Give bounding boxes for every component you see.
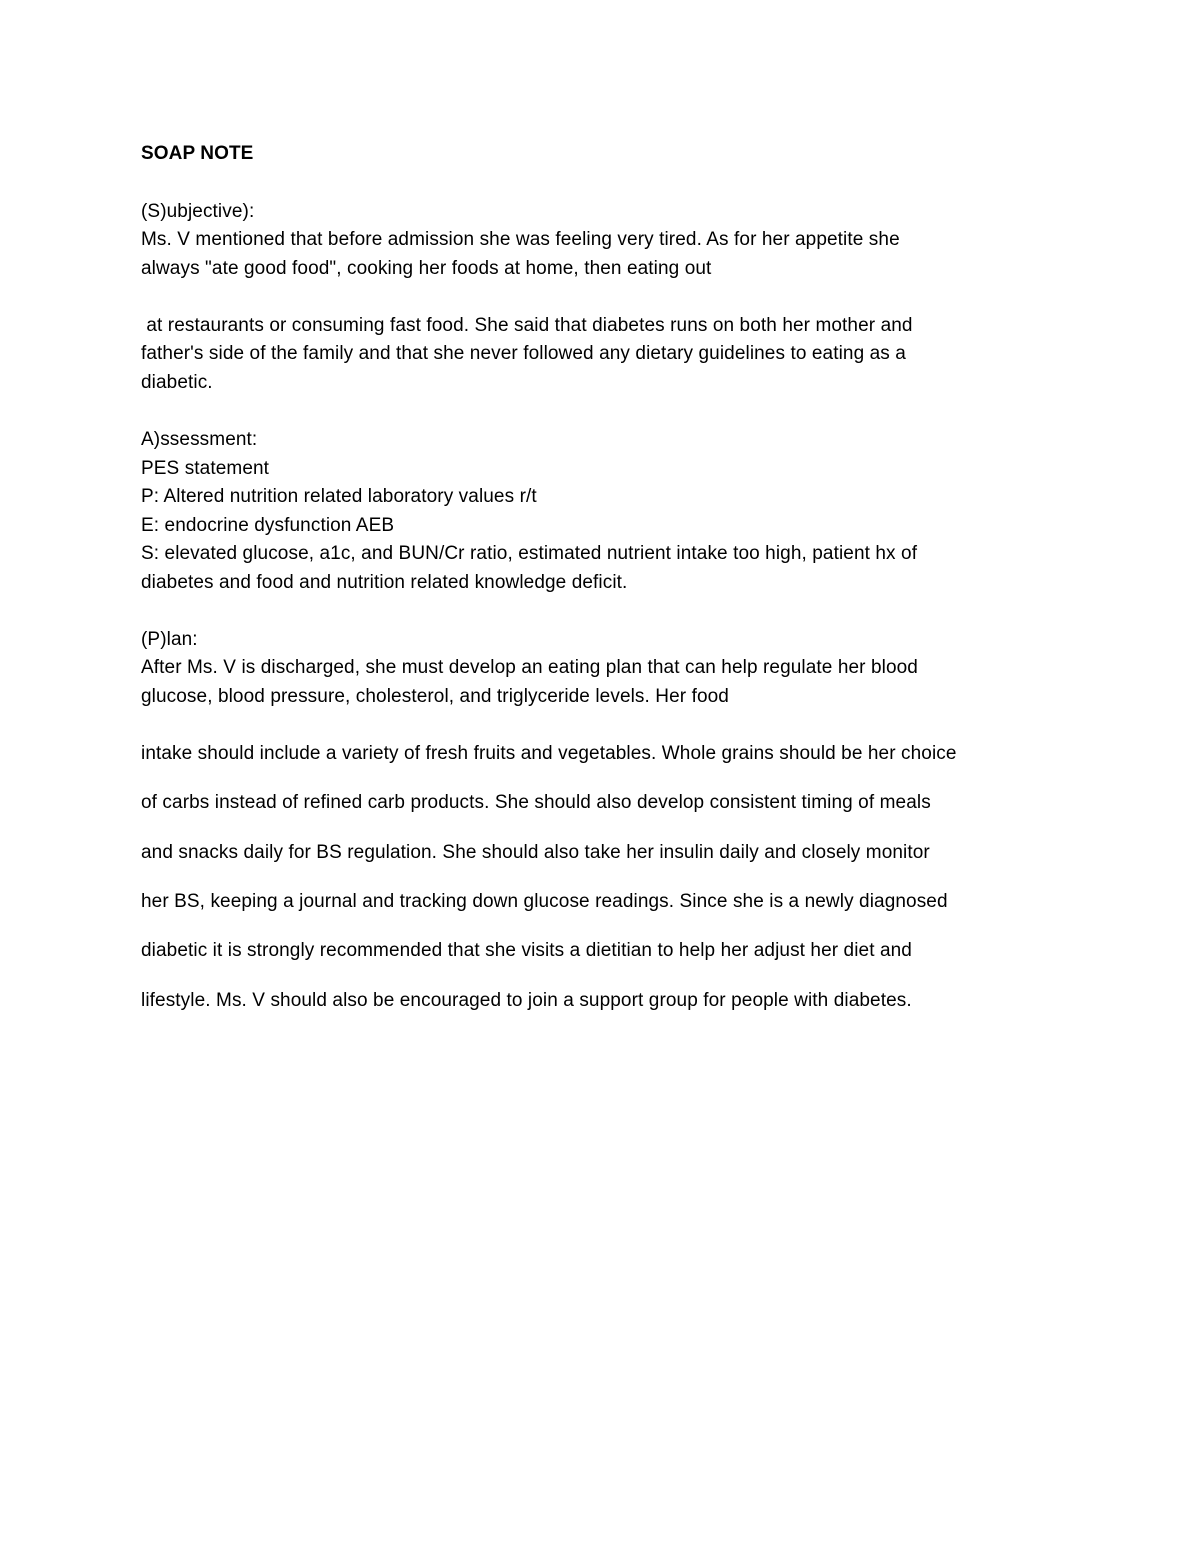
assessment-line: E: endocrine dysfunction AEB [141,515,395,536]
plan-line: of carbs instead of refined carb products. She should also develop consistent timing of meals [141,792,931,813]
plan-line: intake should include a variety of fresh fruits and vegetables. Whole grains should be her choice [141,743,957,764]
plan-line: and snacks daily for BS regulation. She should also take her insulin daily and closely monitor [141,842,930,863]
plan-line: diabetic it is strongly recommended that she visits a dietitian to help her adjust her diet and [141,940,912,961]
document-title: SOAP NOTE [141,143,254,164]
plan-line: glucose, blood pressure, cholesterol, and triglyceride levels. Her food [141,686,729,707]
subjective-line: Ms. V mentioned that before admission she was feeling very tired. As for her appetite she [141,229,900,250]
plan-line: After Ms. V is discharged, she must develop an eating plan that can help regulate her blood [141,657,918,678]
subjective-line: at restaurants or consuming fast food. She said that diabetes runs on both her mother and [141,315,913,336]
assessment-line: S: elevated glucose, a1c, and BUN/Cr ratio, estimated nutrient intake too high, patient hx of [141,543,918,564]
plan-heading: (P)lan: [141,629,198,650]
assessment-heading: A)ssessment: [141,429,258,450]
plan-line: lifestyle. Ms. V should also be encouraged to join a support group for people with diabetes. [141,990,912,1011]
assessment-line: PES statement [141,458,270,479]
plan-line: her BS, keeping a journal and tracking down glucose readings. Since she is a newly diagnosed [141,891,948,912]
subjective-line: father's side of the family and that she never followed any dietary guidelines to eating as a [141,343,906,364]
subjective-line: diabetic. [141,372,213,393]
assessment-line: diabetes and food and nutrition related knowledge deficit. [141,572,628,593]
subjective-heading: (S)ubjective): [141,201,255,222]
assessment-line: P: Altered nutrition related laboratory values r/t [141,486,537,507]
subjective-line: always "ate good food", cooking her foods at home, then eating out [141,258,712,279]
